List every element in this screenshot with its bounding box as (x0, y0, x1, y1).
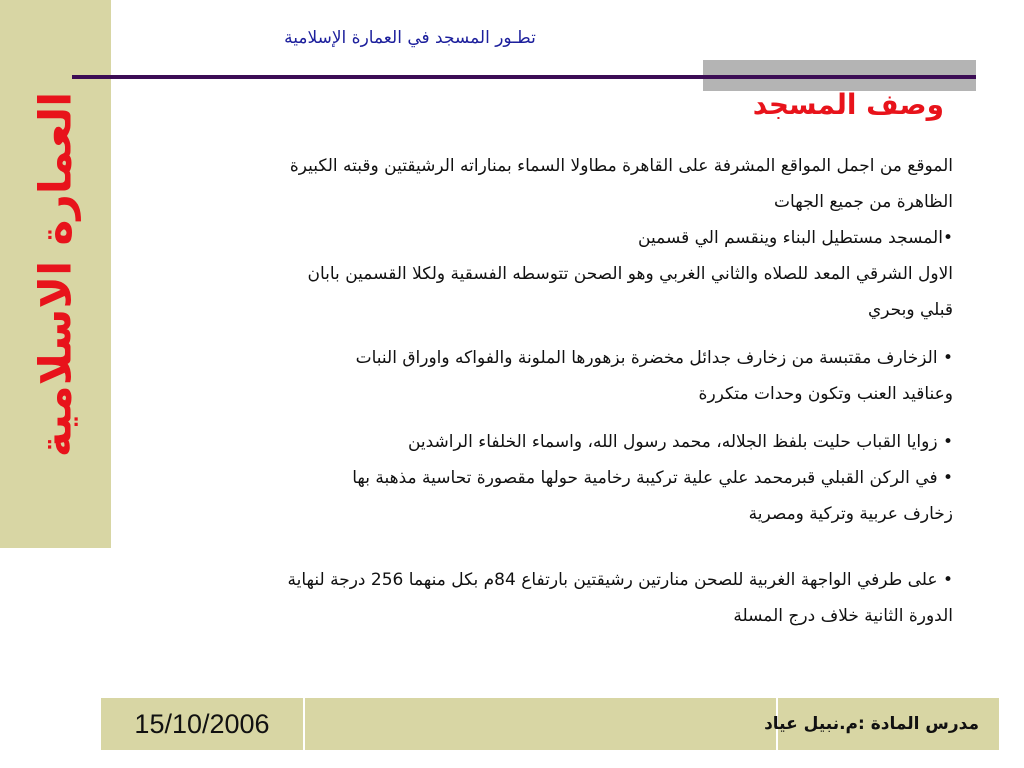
section-heading: وصف المسجد (752, 88, 944, 121)
body-line: • زوايا القباب حليت بلفظ الجلاله، محمد رسول الله، واسماء الخلفاء الراشدين (407, 432, 953, 452)
body-line: وعناقيد العنب وتكون وحدات متكررة (698, 384, 953, 404)
footer-teacher: مدرس المادة :م.نبيل عياد (764, 714, 979, 734)
sidebar-title-text: العمارة الاسلامية (30, 91, 81, 457)
body-line: زخارف عربية وتركية ومصرية (748, 504, 953, 524)
slide-header-title: تطـور المسجد في العمارة الإسلامية (284, 28, 536, 48)
body-line: قبلي وبحري (867, 300, 953, 320)
footer-divider (303, 698, 305, 750)
body-line: الظاهرة من جميع الجهات (774, 192, 953, 212)
slide-body (118, 148, 953, 634)
sidebar-title (0, 0, 111, 548)
body-line: • على طرفي الواجهة الغربية للصحن منارتين رشيقتين بارتفاع 84م بكل منهما 256 درجة لنهاية (287, 570, 953, 590)
body-line: •المسجد مستطيل البناء وينقسم الي قسمين (638, 228, 953, 248)
body-line: • الزخارف مقتبسة من زخارف جدائل مخضرة بزهورها الملونة والفواكه واوراق النبات (355, 348, 953, 368)
body-line: • في الركن القبلي قبرمحمد علي علية تركيبة رخامية حولها مقصورة تحاسية مذهبة بها (352, 468, 953, 488)
body-line: الاول الشرقي المعد للصلاه والثاني الغربي وهو الصحن تتوسطه الفسقية ولكلا القسمين بابان (307, 264, 953, 284)
header-divider (72, 75, 976, 79)
slide-footer (101, 698, 999, 750)
footer-middle-panel (303, 698, 778, 750)
body-line: الموقع من اجمل المواقع المشرفة على القاهرة مطاولا السماء بمناراته الرشيقتين وقبته الكبيرة (289, 156, 953, 176)
body-line: الدورة الثانية خلاف درج المسلة (733, 606, 953, 626)
sidebar-panel (0, 0, 111, 548)
footer-date: 15/10/2006 (134, 709, 270, 739)
